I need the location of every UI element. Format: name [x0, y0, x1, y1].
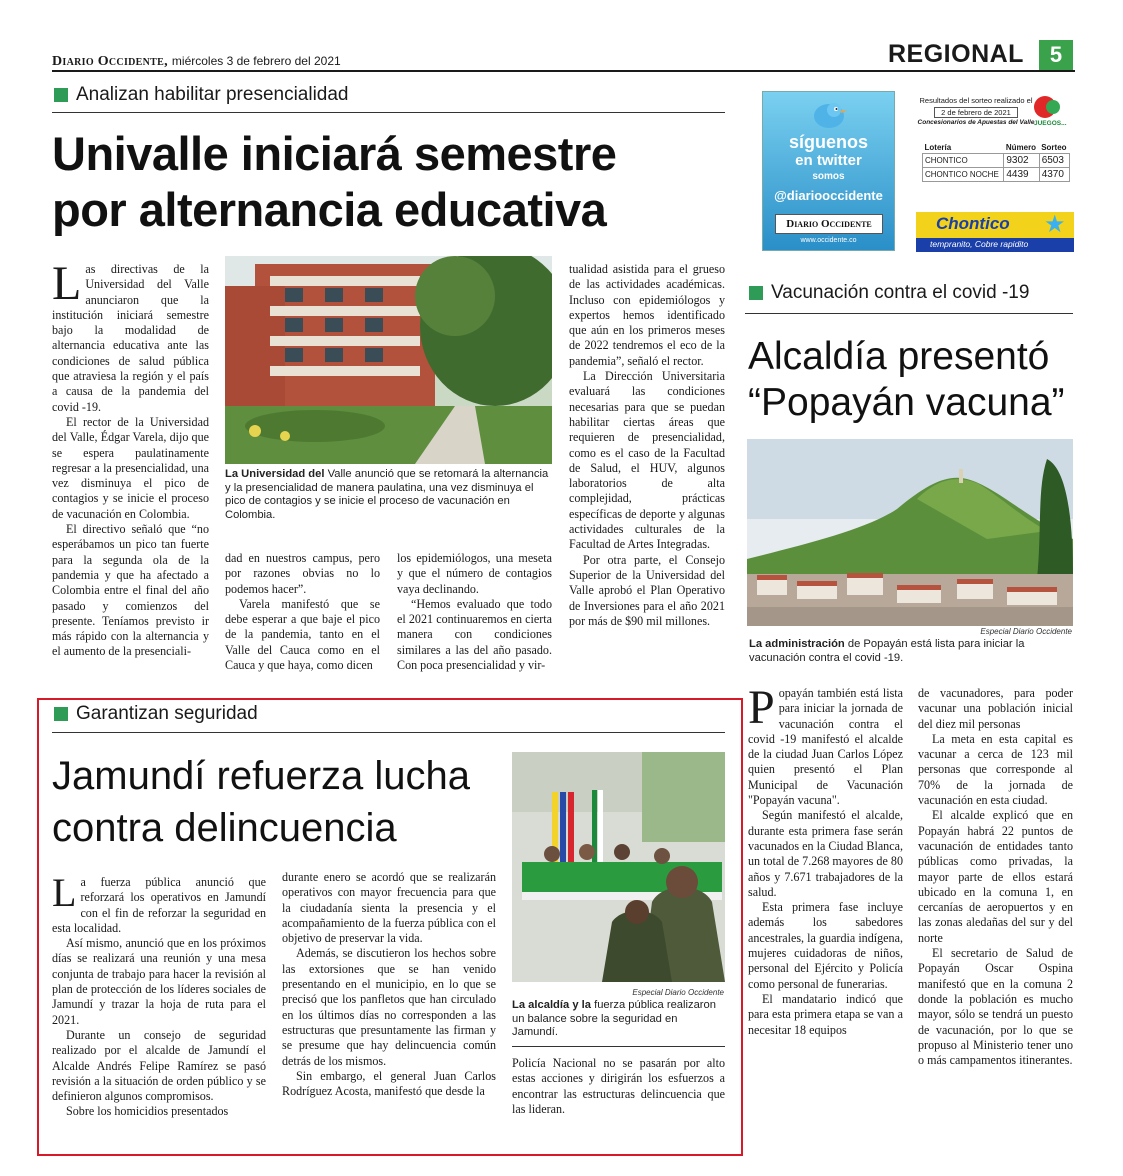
jamundi-meeting-photo: [512, 752, 725, 982]
dropcap: L: [52, 262, 82, 310]
lottery-header: Resultados del sorteo realizado el: [919, 96, 1033, 105]
chontico-brand: Chontico: [936, 214, 1010, 233]
issue-date: miércoles 3 de febrero del 2021: [171, 54, 341, 68]
paragraph: tualidad asistida para el grueso de las actividades académicas. Incluso con epidemiólogos y expertos hemos identificado que aún en los primeros meses de 2022 tendremos el eco de la pandemia”, señaló el rector.: [569, 262, 725, 368]
headline-line: contra delincuencia: [52, 806, 397, 850]
paragraph: El mandatario indicó que para esta primera etapa se van a necesitar 18 equipos: [748, 991, 903, 1037]
kicker-square-icon: [749, 286, 763, 300]
kicker-square-icon: [54, 707, 68, 721]
lottery-draw: 4370: [1039, 168, 1069, 182]
lottery-name: CHONTICO NOCHE: [923, 168, 1004, 182]
twitter-ad-line-3: somos: [812, 171, 845, 182]
popayan-column-2: [918, 686, 1073, 1126]
chontico-ad[interactable]: [916, 212, 1074, 252]
lottery-table: [922, 142, 1070, 182]
col-header-lottery: Lotería: [924, 143, 952, 152]
star-icon: ★: [1044, 212, 1066, 238]
twitter-handle: @diariooccidente: [774, 188, 883, 203]
jamundi-column-3: [512, 1056, 725, 1136]
lottery-results: [916, 96, 1074, 206]
univalle-column-4: [569, 262, 725, 686]
masthead-rule: [52, 70, 1075, 72]
univalle-headline: [52, 126, 732, 238]
lottery-row: [923, 168, 1070, 182]
caption-rule: [512, 1046, 725, 1047]
building-illustration: [225, 256, 552, 464]
paragraph: Según manifestó el alcalde, durante esta primera fase serán vacunados en la Ciudad Blanca, un total de 7.268 mayores de 80 años y 7.671 trabajadores de la salud.: [748, 808, 903, 899]
paragraph: Durante un consejo de seguridad realizado por el alcalde de Jamundí el Alcalde Andrés Felipe Ramírez se pasó revisión a la situación de orden público y se definieron algunos compromisos.: [52, 1027, 266, 1104]
univalle-kicker: [54, 84, 349, 106]
headline-line: Univalle iniciará semestre: [52, 127, 617, 180]
paragraph: Sobre los homicidios presentados: [66, 1104, 229, 1119]
paragraph: Varela manifestó que se debe esperar a que baje el pico de la pandemia, tanto en el Valle del Cauca como en el Cauca y que haya, como dicen: [225, 596, 380, 673]
lottery-name: CHONTICO: [923, 154, 1004, 168]
caption-lead: La administración: [749, 638, 845, 650]
jamundi-kicker-text: Garantizan seguridad: [76, 703, 258, 724]
jamundi-column-1: [52, 875, 266, 1140]
kicker-rule: [745, 313, 1073, 314]
paragraph: Además, se discutieron los hechos sobre las extorsiones que se han venido presentando en el municipio, en lo que se precisó que los panfletos que han circulado en los últimos días no corresponden a las estructuras que presuntamente las firman y se presume que hay delincuencia común detrás de los mismos.: [282, 946, 496, 1068]
jamundi-column-2: [282, 870, 496, 1140]
twitter-ad-brand: Diario Occidente: [775, 214, 883, 234]
juegos-brand: JUEGOS...: [1034, 120, 1067, 127]
caption-text: Valle anunció que se retomará la alternancia y la presencialidad de manera paulatina, una vez disminuya el pico de contagios y se inicie el proceso de vacunación en Colombia.: [225, 468, 549, 521]
popayan-photo-caption: [749, 638, 1073, 665]
headline-line: “Popayán vacuna”: [748, 381, 1065, 424]
headline-line: Jamundí refuerza lucha: [52, 754, 471, 798]
lottery-draw: 6503: [1039, 154, 1069, 168]
twitter-ad-url: www.occidente.co: [800, 237, 857, 244]
caption-text: de Popayán está lista para iniciar la vacunación contra el covid -19.: [749, 638, 1025, 664]
paragraph: as directivas de la Universidad del Valle anunciaron que la institución iniciará semestre bajo la modalidad de alternancia educativa ante las condiciones de salud pública que atraviesa la región y el país a causa de la pandemia del covid -19.: [52, 262, 209, 414]
caption-text: fuerza pública realizaron un balance sobre la seguridad en Jamundí.: [512, 999, 716, 1038]
paragraph: los epidemiólogos, una meseta y que el número de contagios vaya declinando.: [397, 551, 552, 596]
headline-line: por alternancia educativa: [52, 183, 607, 236]
paragraph: opayán también está lista para iniciar la jornada de vacunación contra el covid -19 manifestó el alcalde de la ciudad Juan Carlos López quien presentó el Plan Municipal de Vacunación "Popayán vacuna".: [748, 686, 903, 808]
twitter-ad-line-1: síguenos: [788, 132, 868, 152]
jamundi-kicker: [54, 703, 258, 725]
hill-illustration: [747, 439, 1073, 626]
caption-lead: La alcaldía y la: [512, 999, 591, 1011]
paragraph: Esta primera fase incluye además los sabedores ancestrales, la guardia indígena, mujeres cuidadoras de niños, personal del Ejército y Policía como personal de funerarias.: [748, 900, 903, 991]
chontico-slogan: tempranito, Cobre rapidito: [930, 239, 1029, 249]
meeting-illustration: [512, 752, 725, 982]
paragraph: El alcalde explicó que en Popayán habrá 22 puntos de vacunación de entidades tanto públicas como privadas, la mayor parte de ellos estará ubicado en la comuna 1, en cercanías de aeropuertos y en las zonas aledañas del sur y del norte: [918, 808, 1073, 945]
paragraph: a fuerza pública anunció que reforzará los operativos en Jamundí con el fin de reforzar la seguridad en esta localidad.: [52, 875, 266, 935]
paragraph: “Hemos evaluado que todo el 2021 continuaremos en cierta manera con condiciones similares a las del año pasado. Con poca presencialidad y vir-: [397, 596, 552, 673]
paragraph: Policía Nacional no se pasarán por alto estas acciones y dirigirán los esfuerzos a encontrar las estructuras delincuencia que las lideran.: [512, 1056, 725, 1116]
univalle-column-1: [52, 262, 209, 686]
caption-lead: La Universidad del: [225, 468, 325, 480]
juegos-logo-dot-icon: [1046, 100, 1060, 114]
headline-line: Alcaldía presentó: [748, 335, 1050, 378]
paragraph: dad en nuestros campus, pero por razones obvias no lo podemos hacer”.: [225, 551, 380, 596]
univalle-building-photo: [225, 256, 552, 464]
dropcap: P: [748, 686, 775, 734]
lottery-row: [923, 154, 1070, 168]
popayan-headline: [748, 334, 1078, 426]
paragraph: Así mismo, anunció que en los próximos días se realizará una reunión y una mesa conjunta de trabajo para hacer la revisión al plan de protección de los líderes sociales de Jamundí y trazar la hoja de ruta para el 2021.: [52, 936, 266, 1027]
dropcap: L: [52, 875, 77, 915]
paragraph: durante enero se acordó que se realizarán operativos con mayor frecuencia para que la ciudadanía sienta la presencia y el acompañamiento de la fuerza pública con el objetivo de preservar la vida.: [282, 870, 496, 946]
popayan-photo-credit: Especial Diario Occidente: [980, 627, 1072, 636]
popayan-kicker-text: Vacunación contra el covid -19: [771, 282, 1030, 303]
paragraph: La Dirección Universitaria evaluará las condiciones necesarias para que se puedan habilitar ciertas áreas que requieren de presencialidad, como es el caso de la Facultad de Salud, el HUV, algunos laboratorios de alta complejidad, prácticas específicas de deporte y algunas actividades culturales de la Facultad de Artes Integradas.: [569, 369, 725, 552]
popayan-column-1: [748, 686, 903, 1126]
jamundi-photo-credit: Especial Diario Occidente: [632, 988, 724, 997]
lottery-number: 4439: [1004, 168, 1039, 182]
popayan-kicker: [749, 282, 1029, 304]
paragraph: de vacunadores, para poder vacunar una población inicial del diez mil personas: [918, 686, 1073, 731]
paragraph: El secretario de Salud de Popayán Oscar Ospina manifestó que en la comuna 2 donde la población es mucho mayor, sólo se tendrá un puesto de vacunación, por lo que se propuso al Ministerio tener uno o más campamentos itinerantes.: [918, 946, 1073, 1068]
col-header-number: Número: [1005, 143, 1037, 152]
paragraph: Sin embargo, el general Juan Carlos Rodríguez Acosta, manifestó que desde la: [282, 1068, 496, 1099]
kicker-square-icon: [54, 88, 68, 102]
publication-name: Diario Occidente,: [52, 54, 168, 69]
masthead-left: [52, 52, 341, 70]
popayan-hill-photo: [747, 439, 1073, 626]
univalle-column-2: [225, 551, 380, 686]
twitter-ad-line-2: en twitter: [795, 152, 862, 169]
univalle-kicker-text: Analizan habilitar presencialidad: [76, 84, 349, 105]
kicker-rule: [52, 112, 725, 113]
paragraph: La meta en esta capital es vacunar a cerca de 123 mil personas que corresponde al 70% de la jornada de vacunación en esta ciudad.: [918, 731, 1073, 808]
kicker-rule: [52, 732, 725, 733]
lottery-date: 2 de febrero de 2021: [934, 107, 1018, 118]
section-name: REGIONAL: [888, 40, 1024, 68]
paragraph: El rector de la Universidad del Valle, Édgar Varela, dijo que se espera paulatinamente regresar a la presencialidad, una vez disminuya el pico de contagios y se inicie el proceso de vacunación en Colombia.: [52, 414, 209, 521]
lottery-number: 9302: [1004, 154, 1039, 168]
paragraph: El directivo señaló que “no esperábamos un pico tan fuerte para la segunda ola de la pandemia y que ha afectado a Colombia entre el final del año pasado y comienzos del presente. Teníamos previsto ir más rápido con la alternancia y el aumento de la presenciali-: [52, 522, 209, 659]
twitter-bird-icon: [810, 98, 848, 130]
paragraph: Por otra parte, el Consejo Superior de la Universidad del Valle aprobó el Plan Operativo de Inversiones para el año 2021 por más de $90 mil millones.: [569, 552, 725, 628]
jamundi-photo-caption: [512, 999, 725, 1040]
jamundi-headline: [52, 750, 502, 854]
col-header-draw: Sorteo: [1041, 143, 1067, 152]
univalle-column-3: [397, 551, 552, 686]
lottery-org: Concesionarios de Apuestas del Valle: [917, 119, 1035, 126]
twitter-ad[interactable]: [762, 91, 895, 251]
page-number: 5: [1039, 40, 1073, 70]
univalle-photo-caption: [225, 468, 552, 522]
